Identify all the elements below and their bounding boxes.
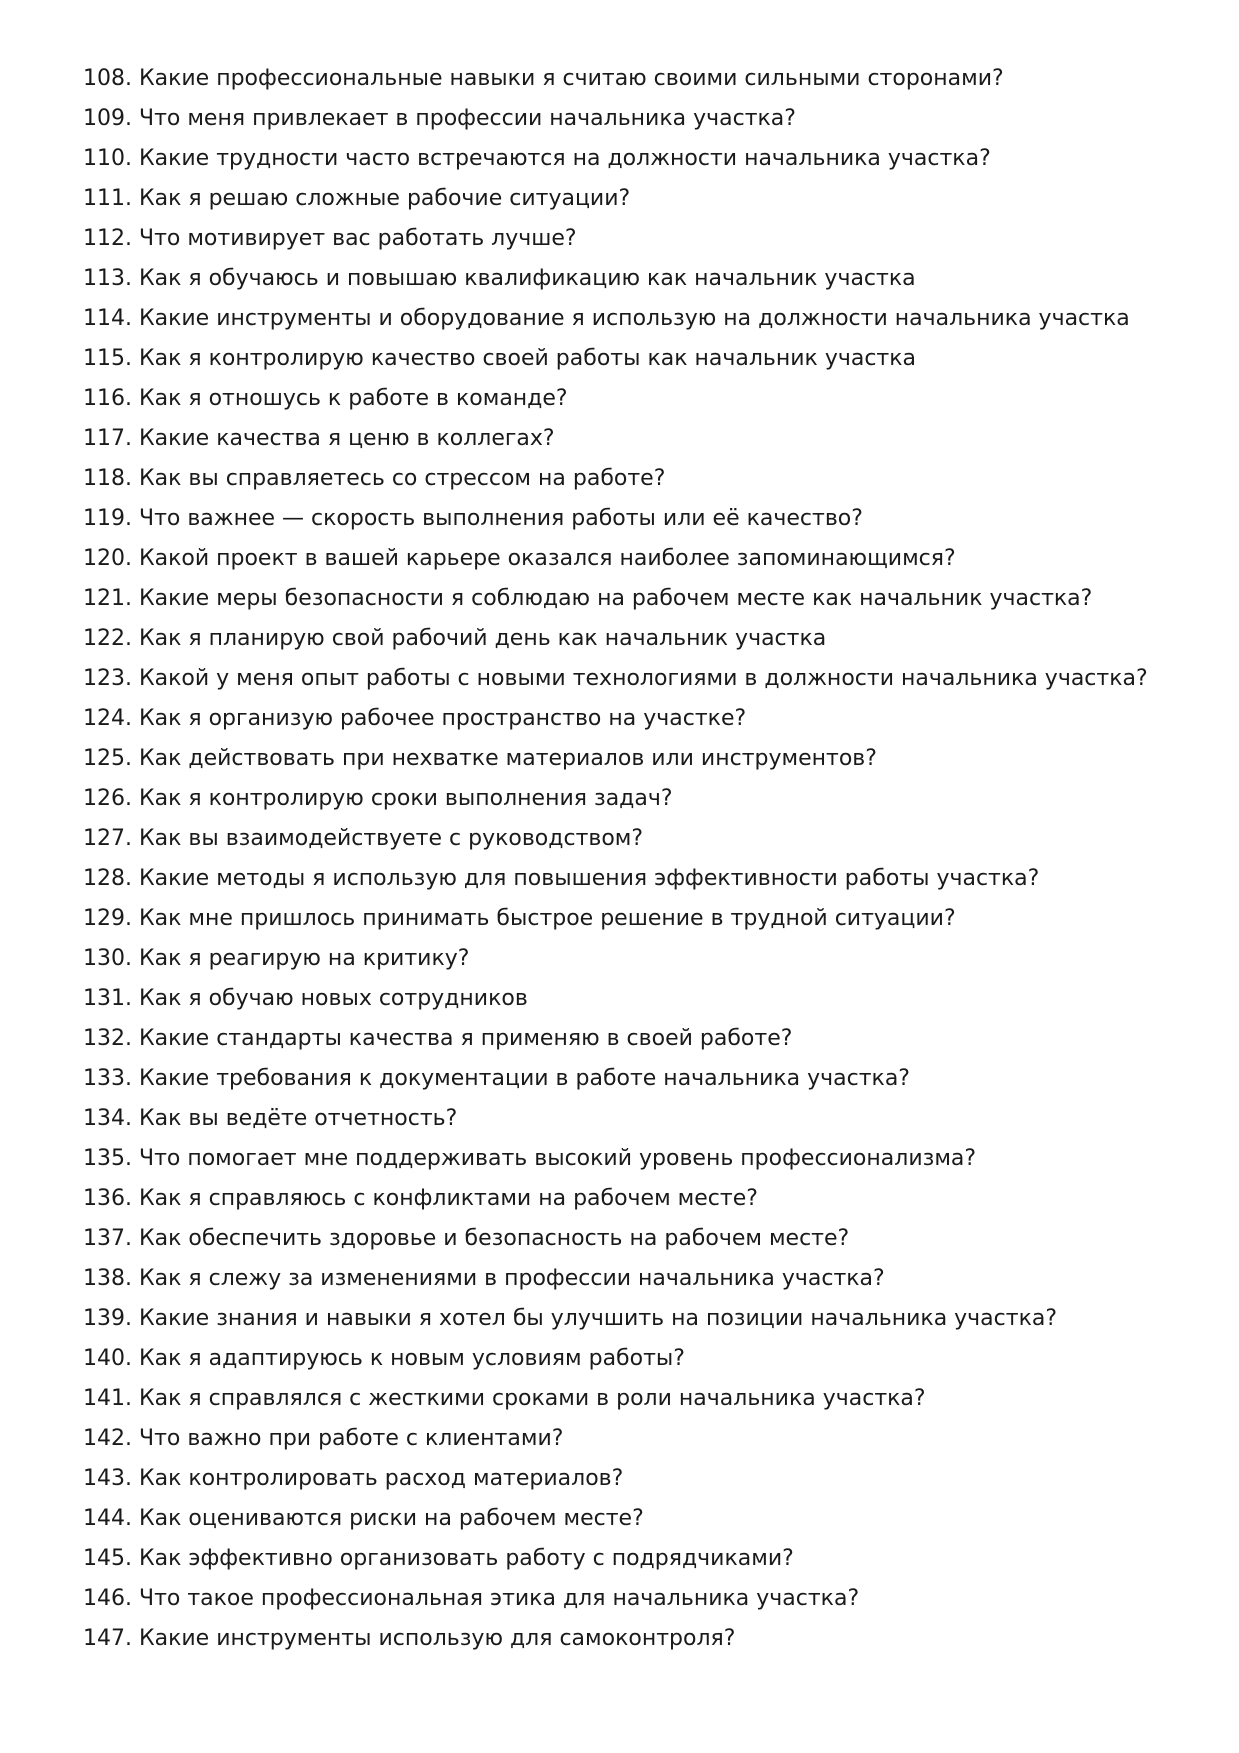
question-number: 145. <box>83 1546 132 1571</box>
question-text: Как действовать при нехватке материалов или инструментов? <box>138 746 877 771</box>
question-text: Как обеспечить здоровье и безопасность на рабочем месте? <box>138 1226 850 1251</box>
question-text: Какие трудности часто встречаются на должности начальника участка? <box>138 146 991 171</box>
question-text: Как я обучаю новых сотрудников <box>138 986 528 1011</box>
question-item <box>83 1019 1148 1059</box>
question-text: Что меня привлекает в профессии начальника участка? <box>138 106 796 131</box>
question-item <box>83 459 1148 499</box>
question-item <box>83 1219 1148 1259</box>
question-item <box>83 939 1148 979</box>
question-item <box>83 699 1148 739</box>
question-number: 122. <box>83 626 132 651</box>
question-item <box>83 1339 1148 1379</box>
question-number: 124. <box>83 706 132 731</box>
question-number: 144. <box>83 1506 132 1531</box>
question-item <box>83 1099 1148 1139</box>
question-item <box>83 1619 1148 1659</box>
question-number: 127. <box>83 826 132 851</box>
question-number: 128. <box>83 866 132 891</box>
question-text: Как я организую рабочее пространство на участке? <box>138 706 747 731</box>
question-text: Какие профессиональные навыки я считаю своими сильными сторонами? <box>138 66 1004 91</box>
question-text: Как я отношусь к работе в команде? <box>138 386 568 411</box>
question-text: Что такое профессиональная этика для начальника участка? <box>138 1586 860 1611</box>
question-number: 137. <box>83 1226 132 1251</box>
question-number: 118. <box>83 466 132 491</box>
question-item <box>83 979 1148 1019</box>
question-item <box>83 819 1148 859</box>
question-item <box>83 1579 1148 1619</box>
question-text: Что важно при работе с клиентами? <box>138 1426 564 1451</box>
question-number: 113. <box>83 266 132 291</box>
question-text: Как вы ведёте отчетность? <box>138 1106 458 1131</box>
question-number: 117. <box>83 426 132 451</box>
question-text: Как я контролирую сроки выполнения задач? <box>138 786 673 811</box>
question-number: 141. <box>83 1386 132 1411</box>
question-text: Как вы справляетесь со стрессом на работе? <box>138 466 666 491</box>
question-number: 132. <box>83 1026 132 1051</box>
question-number: 111. <box>83 186 132 211</box>
question-item <box>83 619 1148 659</box>
question-text: Как я слежу за изменениями в профессии начальника участка? <box>138 1266 885 1291</box>
question-number: 131. <box>83 986 132 1011</box>
question-item <box>83 179 1148 219</box>
question-text: Как эффективно организовать работу с подрядчиками? <box>138 1546 794 1571</box>
question-text: Как я контролирую качество своей работы как начальник участка <box>138 346 917 371</box>
question-number: 112. <box>83 226 132 251</box>
question-text: Какие стандарты качества я применяю в своей работе? <box>138 1026 793 1051</box>
question-item <box>83 899 1148 939</box>
question-item <box>83 139 1148 179</box>
question-text: Как я планирую свой рабочий день как начальник участка <box>138 626 827 651</box>
question-item <box>83 379 1148 419</box>
question-text: Какие требования к документации в работе начальника участка? <box>138 1066 910 1091</box>
question-number: 119. <box>83 506 132 531</box>
question-item <box>83 1259 1148 1299</box>
question-item <box>83 859 1148 899</box>
question-number: 147. <box>83 1626 132 1651</box>
question-item <box>83 1179 1148 1219</box>
question-item <box>83 499 1148 539</box>
question-number: 116. <box>83 386 132 411</box>
question-item <box>83 1459 1148 1499</box>
question-text: Как я адаптируюсь к новым условиям работы? <box>138 1346 685 1371</box>
question-item <box>83 99 1148 139</box>
question-number: 129. <box>83 906 132 931</box>
question-number: 126. <box>83 786 132 811</box>
question-number: 133. <box>83 1066 132 1091</box>
question-text: Какой у меня опыт работы с новыми технологиями в должности начальника участка? <box>138 666 1148 691</box>
question-number: 140. <box>83 1346 132 1371</box>
question-number: 110. <box>83 146 132 171</box>
question-item <box>83 739 1148 779</box>
question-number: 121. <box>83 586 132 611</box>
question-item <box>83 1059 1148 1099</box>
question-item <box>83 1379 1148 1419</box>
question-text: Как мне пришлось принимать быстрое решение в трудной ситуации? <box>138 906 956 931</box>
question-text: Какой проект в вашей карьере оказался наиболее запоминающимся? <box>138 546 956 571</box>
question-item <box>83 1139 1148 1179</box>
question-number: 115. <box>83 346 132 371</box>
question-item <box>83 59 1148 99</box>
question-item <box>83 219 1148 259</box>
question-item <box>83 1299 1148 1339</box>
question-text: Как оцениваются риски на рабочем месте? <box>138 1506 644 1531</box>
question-text: Какие инструменты использую для самоконтроля? <box>138 1626 736 1651</box>
question-item <box>83 539 1148 579</box>
question-number: 125. <box>83 746 132 771</box>
question-text: Какие знания и навыки я хотел бы улучшить на позиции начальника участка? <box>138 1306 1058 1331</box>
question-text: Что важнее — скорость выполнения работы или её качество? <box>138 506 863 531</box>
question-number: 134. <box>83 1106 132 1131</box>
question-text: Как вы взаимодействуете с руководством? <box>138 826 644 851</box>
question-text: Какие меры безопасности я соблюдаю на рабочем месте как начальник участка? <box>138 586 1093 611</box>
question-item <box>83 1419 1148 1459</box>
question-text: Как я справлялся с жесткими сроками в роли начальника участка? <box>138 1386 926 1411</box>
question-number: 142. <box>83 1426 132 1451</box>
question-text: Какие методы я использую для повышения эффективности работы участка? <box>138 866 1040 891</box>
question-number: 123. <box>83 666 132 691</box>
question-item <box>83 299 1148 339</box>
question-text: Как я обучаюсь и повышаю квалификацию как начальник участка <box>138 266 916 291</box>
question-number: 114. <box>83 306 132 331</box>
question-text: Как контролировать расход материалов? <box>138 1466 624 1491</box>
question-text: Какие качества я ценю в коллегах? <box>138 426 555 451</box>
question-number: 139. <box>83 1306 132 1331</box>
question-item <box>83 1539 1148 1579</box>
question-item <box>83 579 1148 619</box>
question-item <box>83 659 1148 699</box>
question-number: 143. <box>83 1466 132 1491</box>
question-number: 109. <box>83 106 132 131</box>
question-number: 146. <box>83 1586 132 1611</box>
question-item <box>83 259 1148 299</box>
question-number: 108. <box>83 66 132 91</box>
question-number: 138. <box>83 1266 132 1291</box>
question-text: Что помогает мне поддерживать высокий уровень профессионализма? <box>138 1146 977 1171</box>
question-number: 130. <box>83 946 132 971</box>
question-number: 135. <box>83 1146 132 1171</box>
question-text: Как я решаю сложные рабочие ситуации? <box>138 186 631 211</box>
question-text: Какие инструменты и оборудование я использую на должности начальника участка <box>138 306 1130 331</box>
question-item <box>83 419 1148 459</box>
question-text: Как я реагирую на критику? <box>138 946 470 971</box>
question-number: 136. <box>83 1186 132 1211</box>
question-text: Как я справляюсь с конфликтами на рабочем месте? <box>138 1186 758 1211</box>
question-item <box>83 1499 1148 1539</box>
question-number: 120. <box>83 546 132 571</box>
question-item <box>83 779 1148 819</box>
question-item <box>83 339 1148 379</box>
question-list <box>83 59 1148 1659</box>
question-text: Что мотивирует вас работать лучше? <box>138 226 577 251</box>
